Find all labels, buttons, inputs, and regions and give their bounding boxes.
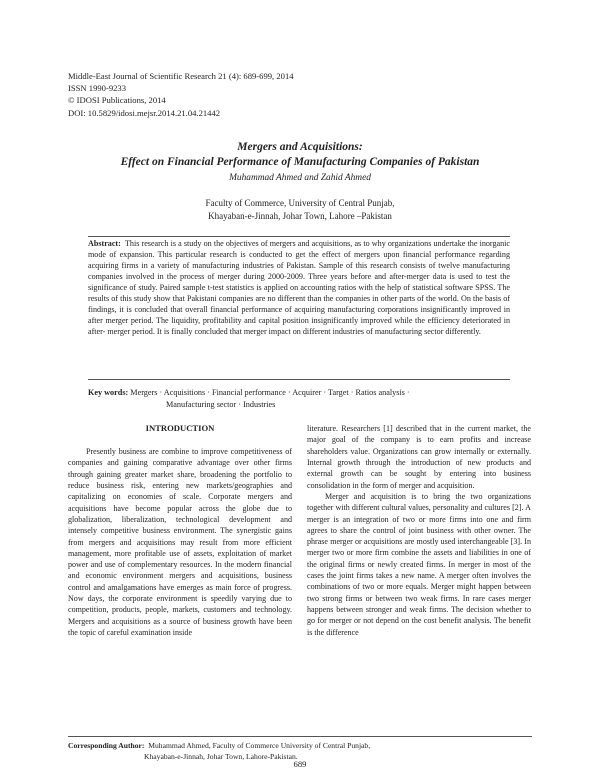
intro-paragraph: Presently business are combine to improve competitiveness of companies and gaining comparative advantage over other firms through gaining greater market share, broadening the portfolio to reduce business risk, entering new markets/geographies and capitalizing on economies of scale. Corporate mergers and acquisitions have become popular across the globe due to globalization, liberalization, technological development and intensely competitive business environment. The synergistic gains from mergers and acquisitions may result from more efficient management, more profitable use of assets, exploitation of market power and use of complementary resources. In the modern financial and economic environment mergers and acquisitions, business control and amalgamations have emerges as main force of progress. Now days, the corporate environment is speedily varying due to competition, products, people, markets, customers and technology. Mergers and acquisitions as a source of business growth have been the topic of careful examination inside	[68, 447, 292, 637]
abstract-label: Abstract:	[88, 239, 121, 248]
doi: DOI: 10.5829/idosi.mejsr.2014.21.04.21442	[68, 107, 221, 118]
journal-citation: Middle-East Journal of Scientific Research 21 (4): 689-699, 2014	[68, 71, 294, 81]
left-column	[68, 446, 292, 638]
copyright: © IDOSI Publications, 2014	[68, 95, 166, 106]
abstract-bottom-rule	[88, 379, 510, 380]
keywords-label: Key words:	[88, 388, 129, 397]
affiliation-line-2: Khayaban-e-Jinnah, Johar Town, Lahore –Pakistan	[208, 211, 392, 221]
journal-header	[68, 70, 294, 119]
affiliation-line-1: Faculty of Commerce, University of Central Punjab,	[205, 198, 395, 208]
keywords-line-1: Mergers · Acquisitions · Financial performance · Acquirer · Target · Ratios analysis ·	[130, 388, 410, 397]
title-line-2: Effect on Financial Performance of Manufacturing Companies of Pakistan	[120, 156, 480, 168]
authors: Muhammad Ahmed and Zahid Ahmed	[229, 173, 371, 183]
right-paragraph-2: Merger and acquisition is to bring the two organizations together with different cultural values, personality and cultures [2]. A merger is an integration of two or more firms into one and firm agrees to share the control of joint business with other owner. The phrase merger or acquisitions are mostly used interchangeable [3]. In merger two or more firm combine the assets and liabilities in one of the original firms or newly created firms. In merger in most of the cases the joint firms takes a new name. A merger often involves the combinations of two or more equals. Merger might happen between two strong firms or between two weak firms. In rare cases merger happens between stronger and weak firms. The decision whether to go for merger or not depend on the cost benefit analysis. The benefit is the difference	[307, 491, 531, 637]
page-number: 689	[293, 759, 307, 769]
abstract-text: This research is a study on the objectives of mergers and acquisitions, as to why organizations undertake the inorganic mode of expansion. This particular research is conducted to get the effect of mergers upon financial performance regarding acquiring firms in a variety of manufacturing industries of Pakistan. Sample of this research consists of twelve manufacturing companies involved in the process of merger during 2000-2009. Three years before and after-merger data is used to test the significance of study. Paired sample t-test statistics is applied on accounting ratios with the help of statistical software SPSS. The results of this study show that Pakistani companies are no different than the companies in other parts of the world. On the basis of findings, it is concluded that overall financial performance of acquiring manufacturing corporations insignificantly improved in after merger period. The liquidity, profitability and capital position insignificantly improved while the efficiency deteriorated in after- merger period. It is finally concluded that merger impact on different industries of manufacturing sector differently.	[88, 239, 511, 337]
affiliation	[0, 197, 600, 223]
right-paragraph-1: literature. Researchers [1] described that in the current market, the major goal of the company is to earn profits and increase shareholders value. Organizations can grow internally or externally. Internal growth through the introduction of new products and external growth can be sought by entering into business consolidation in the form of merger and acquisition.	[307, 424, 531, 490]
section-heading-introduction: INTRODUCTION	[145, 423, 215, 433]
abstract-top-rule	[88, 236, 510, 237]
right-column	[307, 423, 531, 638]
corresponding-author-line-1: Muhammad Ahmed, Faculty of Commerce University of Central Punjab,	[148, 741, 371, 750]
paper-title	[0, 140, 600, 170]
title-line-1: Mergers and Acquisitions:	[237, 141, 363, 153]
keywords-line-2: Manufacturing sector · Industries	[166, 399, 276, 409]
footer-rule	[68, 736, 532, 737]
corresponding-author-label: Corresponding Author:	[68, 741, 145, 750]
corresponding-author-line-2: Khayaban-e-Jinnah, Johar Town, Lahore-Pakistan.	[144, 751, 298, 761]
abstract	[88, 238, 510, 337]
keywords	[88, 387, 510, 410]
issn: ISSN 1990-9233	[68, 83, 127, 94]
